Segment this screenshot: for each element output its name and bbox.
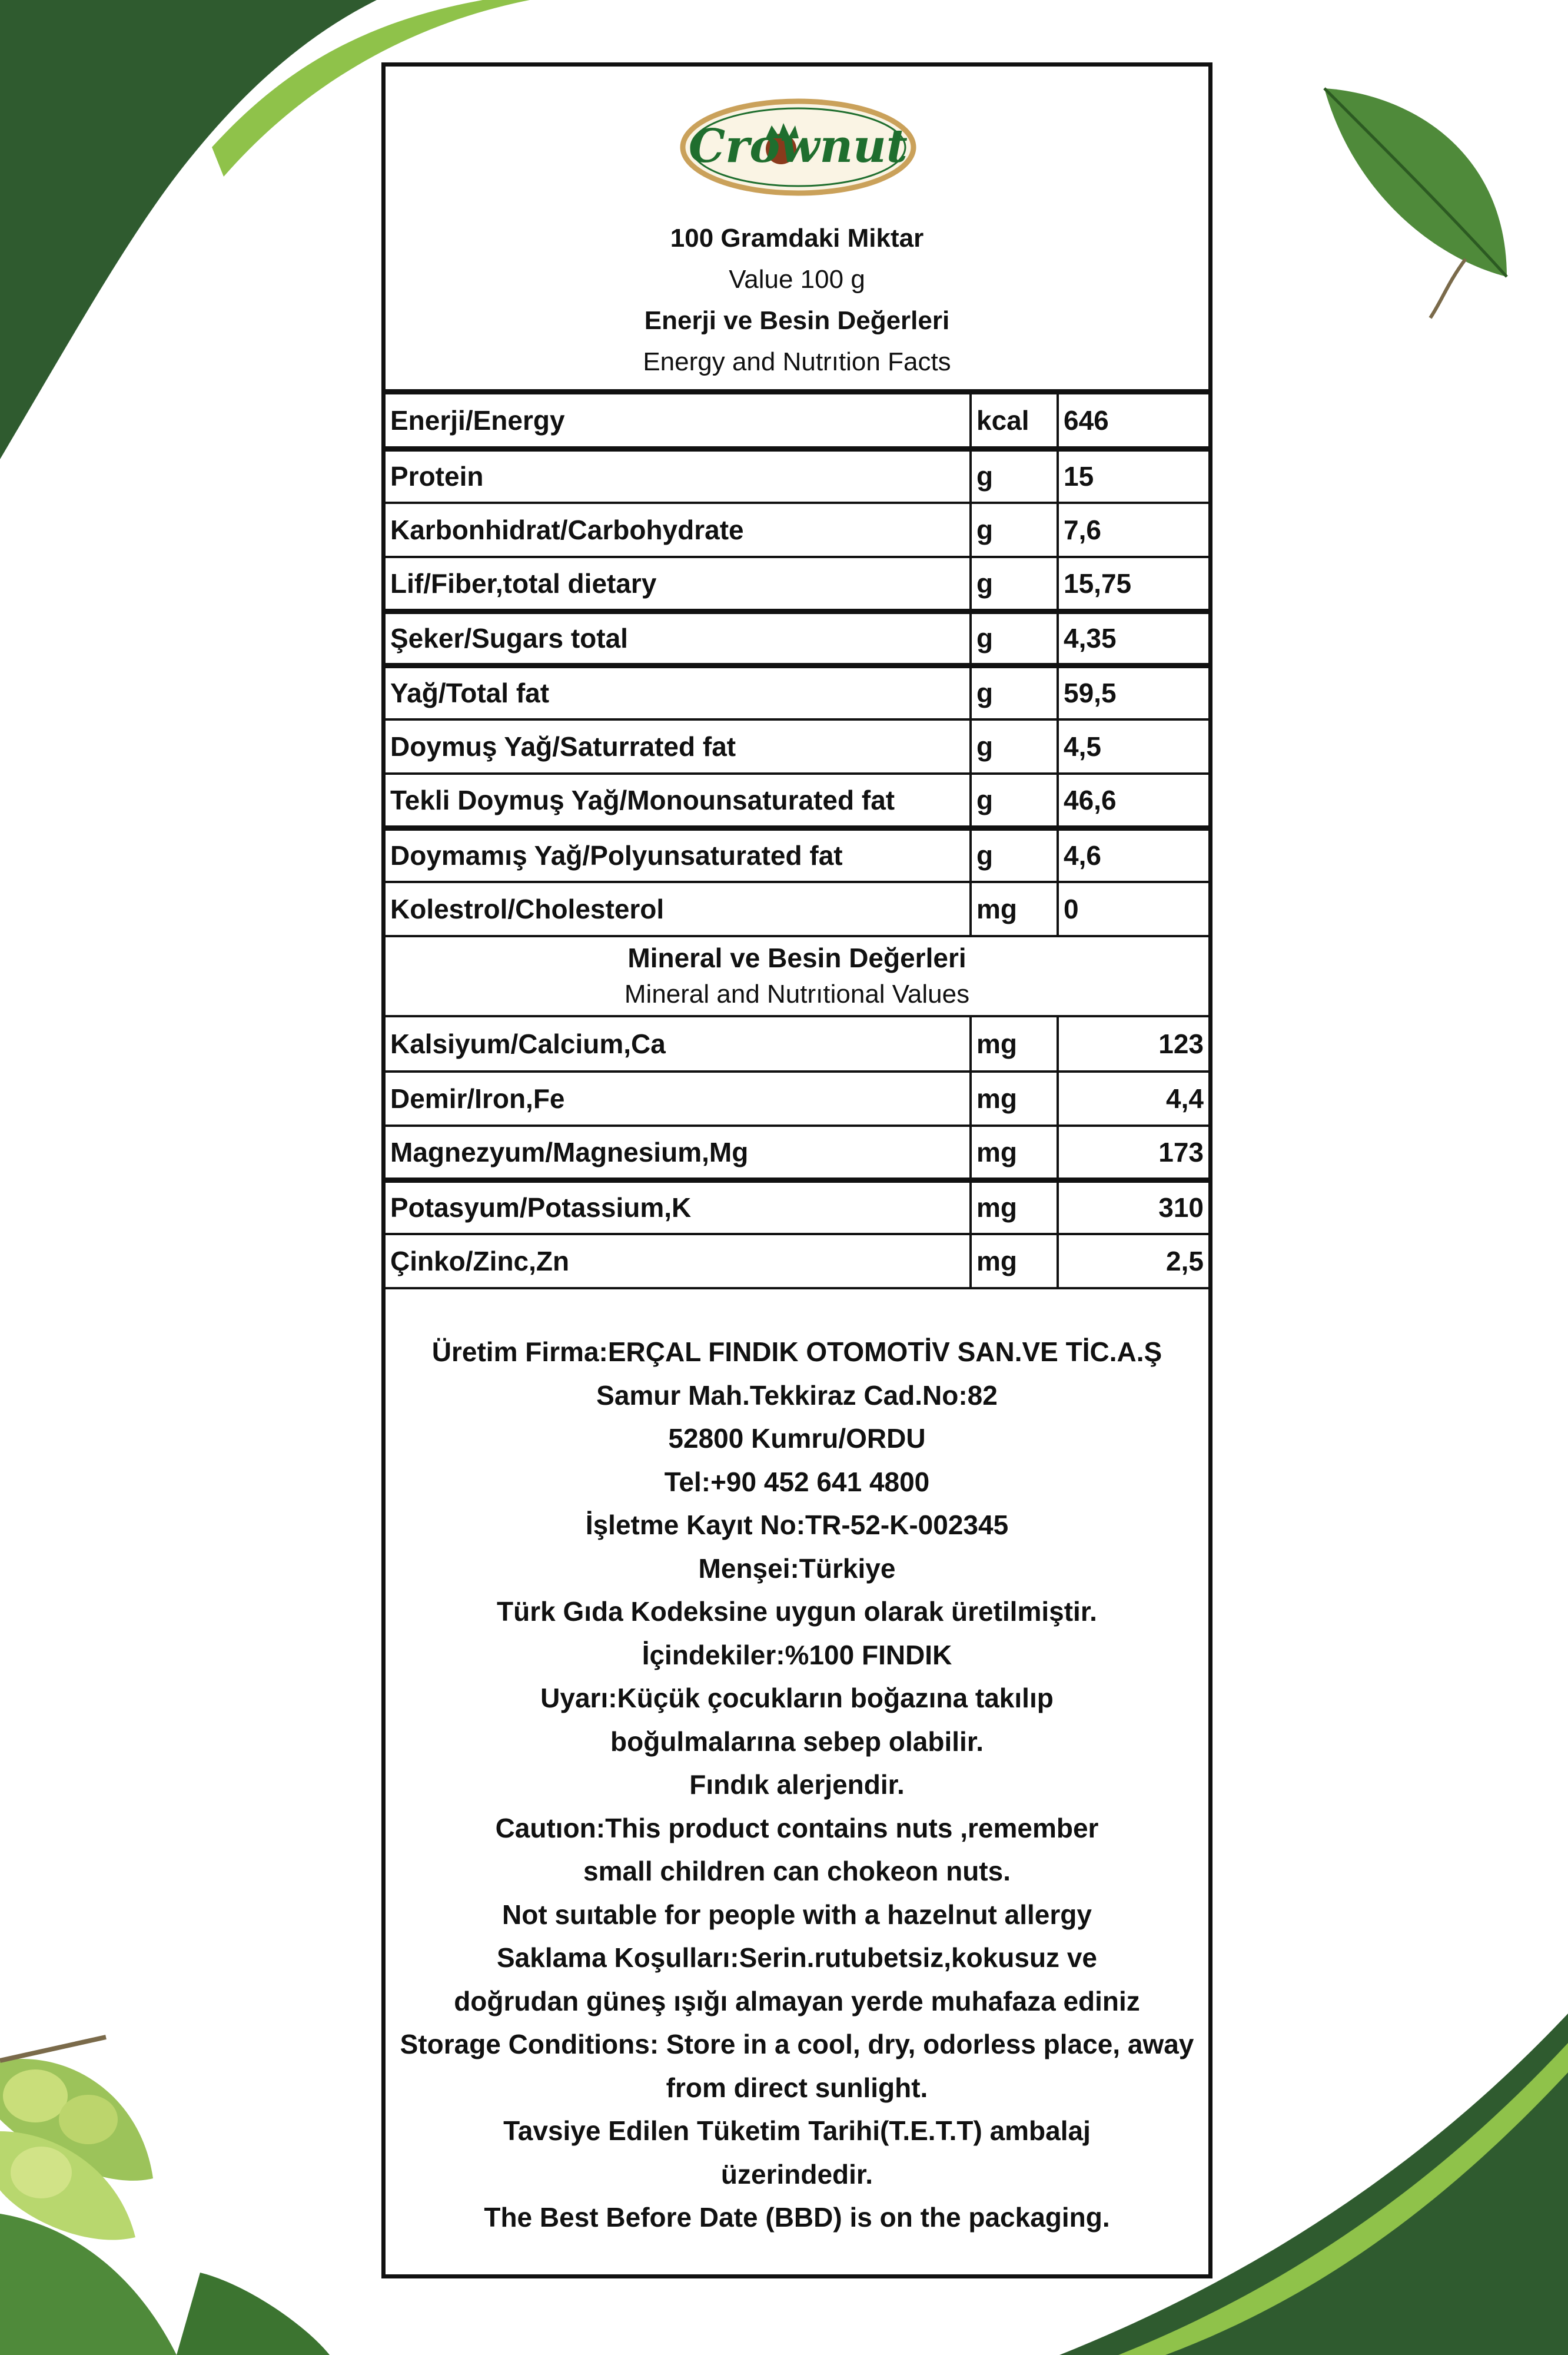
producer-info [386,1289,1208,2240]
nutrient-name: Karbonhidrat/Carbohydrate [386,503,971,557]
nutrient-value: 15,75 [1058,557,1208,611]
nutrient-value: 7,6 [1058,503,1208,557]
info-line: Not suıtable for people with a hazelnut allergy [502,1899,1092,1930]
info-line: small children can chokeon nuts. [583,1856,1011,1886]
mineral-header-tr: Mineral ve Besin Değerleri [627,943,966,973]
nutrient-unit: mg [971,1180,1058,1234]
table-row [386,1072,1208,1126]
nutrient-unit: mg [971,882,1058,936]
table-row [386,449,1208,503]
info-line: Menşei:Türkiye [698,1553,896,1584]
table-row [386,828,1208,882]
nutrient-name: Kolestrol/Cholesterol [386,882,971,936]
top-right-leaf-icon [1324,88,1507,318]
nutrient-unit: mg [971,1017,1058,1072]
nutrient-unit: g [971,449,1058,503]
nutrient-name: Çinko/Zinc,Zn [386,1234,971,1288]
info-line: 52800 Kumru/ORDU [668,1423,926,1454]
nutrient-value: 4,35 [1058,611,1208,665]
nutrient-value: 173 [1058,1126,1208,1180]
nutrient-name: Enerji/Energy [386,394,971,449]
info-line: The Best Before Date (BBD) is on the packaging. [484,2202,1110,2233]
table-row [386,611,1208,665]
header-line-4: Energy and Nutrıtion Facts [643,347,951,376]
info-line: üzerindedir. [720,2158,873,2190]
nutrient-value: 123 [1058,1017,1208,1072]
header-line-1: 100 Gramdaki Miktar [670,224,924,253]
table-row [386,774,1208,828]
info-line: İşletme Kayıt No:TR-52-K-002345 [585,1510,1009,1540]
info-line: boğulmalarına sebep olabilir. [610,1726,984,1757]
nutrient-value: 0 [1058,882,1208,936]
table-row [386,1126,1208,1180]
info-line: Fındık alerjendir. [689,1769,905,1800]
nutrient-unit: kcal [971,394,1058,449]
nutrient-name: Kalsiyum/Calcium,Ca [386,1017,971,1072]
mineral-header-en: Mineral and Nutrıtional Values [624,980,970,1009]
nutrient-value: 2,5 [1058,1234,1208,1288]
nutrient-value: 4,5 [1058,719,1208,774]
mineral-table [386,1017,1208,1289]
nutrient-name: Protein [386,449,971,503]
mineral-header [386,937,1208,1017]
table-row [386,557,1208,611]
table-row [386,1234,1208,1288]
table-row [386,503,1208,557]
info-line: Üretim Firma:ERÇAL FINDIK OTOMOTİV SAN.VE TİC.A.Ş [431,1336,1162,1367]
nutrient-unit: g [971,611,1058,665]
nutrient-unit: g [971,665,1058,719]
info-line: Cautıon:This product contains nuts ,remember [495,1812,1099,1843]
nutrient-unit: mg [971,1126,1058,1180]
table-row [386,719,1208,774]
nutrient-name: Şeker/Sugars total [386,611,971,665]
nutrient-name: Doymamış Yağ/Polyunsaturated fat [386,828,971,882]
nutrient-name: Lif/Fiber,total dietary [386,557,971,611]
info-line: Storage Conditions: Store in a cool, dry, odorless place, away [400,2029,1194,2059]
hazelnut-cluster-icon [0,2037,330,2355]
nutrient-name: Tekli Doymuş Yağ/Monounsaturated fat [386,774,971,828]
nutrient-value: 59,5 [1058,665,1208,719]
nutrition-table [386,394,1208,937]
crownut-logo [677,91,919,203]
nutrient-name: Doymuş Yağ/Saturrated fat [386,719,971,774]
nutrient-unit: mg [971,1234,1058,1288]
info-line: Samur Mah.Tekkiraz Cad.No:82 [596,1379,998,1411]
nutrient-value: 46,6 [1058,774,1208,828]
nutrient-unit: g [971,828,1058,882]
table-row [386,1180,1208,1234]
info-line: from direct sunlight. [666,2072,928,2103]
table-row [386,882,1208,936]
info-line: İçindekiler:%100 FINDIK [642,1639,952,1670]
nutrient-name: Potasyum/Potassium,K [386,1180,971,1234]
info-line: Türk Gıda Kodeksine uygun olarak üretilmiştir. [497,1596,1097,1627]
nutrient-value: 646 [1058,394,1208,449]
nutrition-label-card [381,62,1212,2278]
nutrient-value: 310 [1058,1180,1208,1234]
nutrient-name: Yağ/Total fat [386,665,971,719]
nutrient-value: 15 [1058,449,1208,503]
info-line: doğrudan güneş ışığı almayan yerde muhafaza ediniz [454,1985,1140,2016]
info-line: Tavsiye Edilen Tüketim Tarihi(T.E.T.T) ambalaj [503,2115,1091,2146]
nutrient-unit: g [971,503,1058,557]
info-line: Tel:+90 452 641 4800 [664,1466,930,1497]
nutrient-value: 4,6 [1058,828,1208,882]
info-line: Uyarı:Küçük çocukların boğazına takılıp [540,1683,1054,1713]
header-line-2: Value 100 g [729,265,865,294]
nutrient-unit: g [971,774,1058,828]
label-header [386,67,1208,394]
logo-text: Crownut [689,120,908,173]
nutrient-unit: g [971,557,1058,611]
info-line: Saklama Koşulları:Serin.rutubetsiz,kokusuz ve [497,1942,1097,1973]
nutrient-name: Demir/Iron,Fe [386,1072,971,1126]
header-line-3: Enerji ve Besin Değerleri [644,306,950,335]
table-row [386,394,1208,449]
nutrient-name: Magnezyum/Magnesium,Mg [386,1126,971,1180]
nutrient-unit: g [971,719,1058,774]
nutrient-value: 4,4 [1058,1072,1208,1126]
table-row [386,1017,1208,1072]
table-row [386,665,1208,719]
nutrient-unit: mg [971,1072,1058,1126]
